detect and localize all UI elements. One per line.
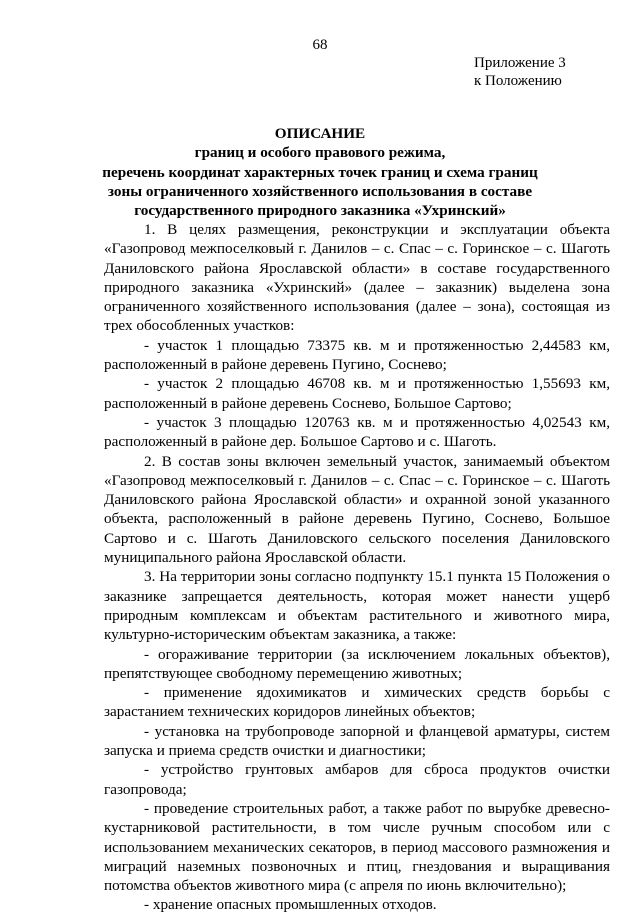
- page-number: 68: [312, 37, 328, 53]
- document-body: [104, 220, 610, 915]
- list-item-chemicals: - применение ядохимикатов и химических средств борьбы с зарастанием технических коридоров линейных объектов;: [104, 684, 610, 721]
- list-item-pits: - устройство грунтовых амбаров для сброса продуктов очистки газопровода;: [104, 761, 610, 798]
- document-title: [60, 124, 580, 220]
- title-line-3: зоны ограниченного хозяйственного использования в составе: [107, 182, 533, 200]
- list-item-plot-3: - участок 3 площадью 120763 кв. м и протяженностью 4,02543 км, расположенный в районе дер. Большое Сартово и с. Шаготь.: [104, 413, 610, 451]
- list-item-valves: - установка на трубопроводе запорной и фланцевой арматуры, систем запуска и приема средств очистки и диагностики;: [104, 722, 610, 760]
- appendix-reference: [474, 54, 566, 90]
- list-item-waste: - хранение опасных промышленных отходов.: [144, 896, 437, 914]
- list-item-construction: - проведение строительных работ, а также работ по вырубке древесно-кустарниковой растительности, в том числе ручным способом или с использованием механических секаторов, в период массового размножения и миграций наземных позвоночных и птиц, гнездования и выращивания потомства объектов животного мира (с апреля по июнь включительно);: [104, 799, 610, 895]
- paragraph-3: 3. На территории зоны согласно подпункту 15.1 пункта 15 Положения о заказнике запрещается деятельность, которая может нанести ущерб природным комплексам и объектам растительного и животного мира, культурно-историческим объектам заказника, а также:: [104, 568, 610, 644]
- title-heading: ОПИСАНИЕ: [274, 125, 366, 142]
- appendix-line-1: Приложение 3: [474, 55, 566, 71]
- list-item-fencing: - огораживание территории (за исключением локальных объектов), препятствующее свободному перемещению животных;: [104, 645, 610, 682]
- title-line-1: границ и особого правового режима,: [194, 144, 446, 162]
- title-line-4: государственного природного заказника «Ухринский»: [134, 202, 506, 220]
- title-line-2: перечень координат характерных точек границ и схема границ: [102, 163, 538, 181]
- list-item-plot-1: - участок 1 площадью 73375 кв. м и протяженностью 2,44583 км, расположенный в районе деревень Пугино, Соснево;: [104, 336, 610, 374]
- paragraph-1: 1. В целях размещения, реконструкции и эксплуатации объекта «Газопровод межпоселковый г. Данилов – с. Спас – с. Горинское – с. Шаготь Даниловского района Ярославской области» в составе государственного природного заказника «Ухринский» (далее – заказник) выделена зона ограниченного хозяйственного использования (далее – зона), состоящая из трех обособленных участков:: [104, 221, 610, 335]
- appendix-line-2: к Положению: [474, 73, 562, 89]
- paragraph-2: 2. В состав зоны включен земельный участок, занимаемый объектом «Газопровод межпоселковый г. Данилов – с. Спас – с. Горинское – с. Шаготь Даниловского района Ярославской области» и охранной зоной указанного объекта, расположенный в районе деревень Пугино, Соснево, Большое Сартово и с. Шаготь Даниловского сельского поселения Даниловского муниципального района Ярославской области.: [104, 452, 610, 567]
- list-item-plot-2: - участок 2 площадью 46708 кв. м и протяженностью 1,55693 км, расположенный в районе деревень Соснево, Большое Сартово;: [104, 375, 610, 412]
